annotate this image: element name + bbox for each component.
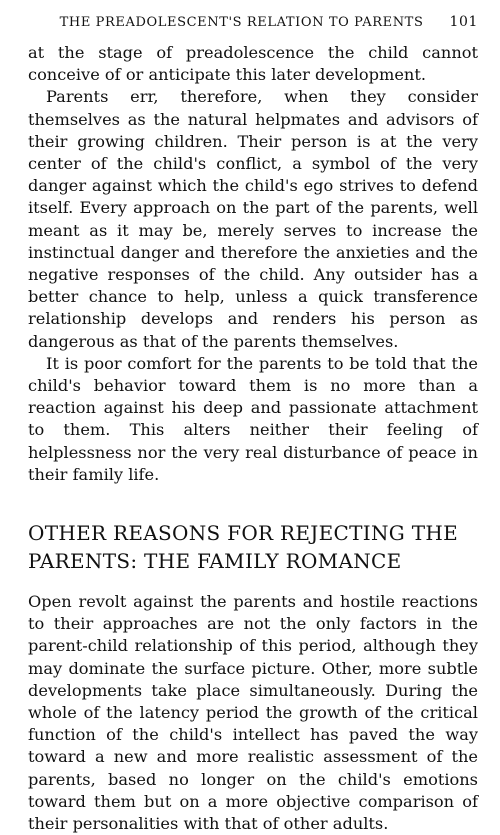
paragraph-parents-err: Parents err, therefore, when they consider themselves as the natural helpmates and advisors of their growing children. Their person is at the very center of the child's conflict, a symbol of the very danger against which the child's ego strives to defend itself. Every approach on the part of the parents, well meant as it may be, merely serves to increase the instinctual danger and therefore the anxieties and the negative responses of the child. Any outsider has a better chance to help, unless a quick transference relationship develops and renders his person as dangerous as that of the parents themselves. <box>28 87 478 351</box>
section-heading: OTHER REASONS FOR REJECTING THE PARENTS: THE FAMILY ROMANCE <box>28 521 458 574</box>
paragraph-poor-comfort: It is poor comfort for the parents to be told that the child's behavior toward them is no more than a reaction against his deep and passionate attachment to them. This alters neither their feeling of helplessness nor the very real disturbance of peace in their family life. <box>28 353 478 484</box>
page-number: 101 <box>449 14 478 30</box>
book-page <box>28 14 478 835</box>
paragraph-continuation: at the stage of preadolescence the child cannot conceive of or anticipate this later development. <box>28 43 478 85</box>
running-header <box>28 14 478 30</box>
paragraph-open-revolt: Open revolt against the parents and hostile reactions to their approaches are not the only factors in the parent-child relationship of this period, although they may dominate the surface picture. Other, more subtle developments take place simultaneously. During the whole of the latency period the growth of the critical function of the child's intellect has paved the way toward a new and more realistic assessment of the parents, based no longer on the child's emotions toward them but on a more objective comparison of their personalities with that of other adults. <box>28 592 478 834</box>
running-title: THE PREADOLESCENT'S RELATION TO PARENTS <box>59 15 424 30</box>
